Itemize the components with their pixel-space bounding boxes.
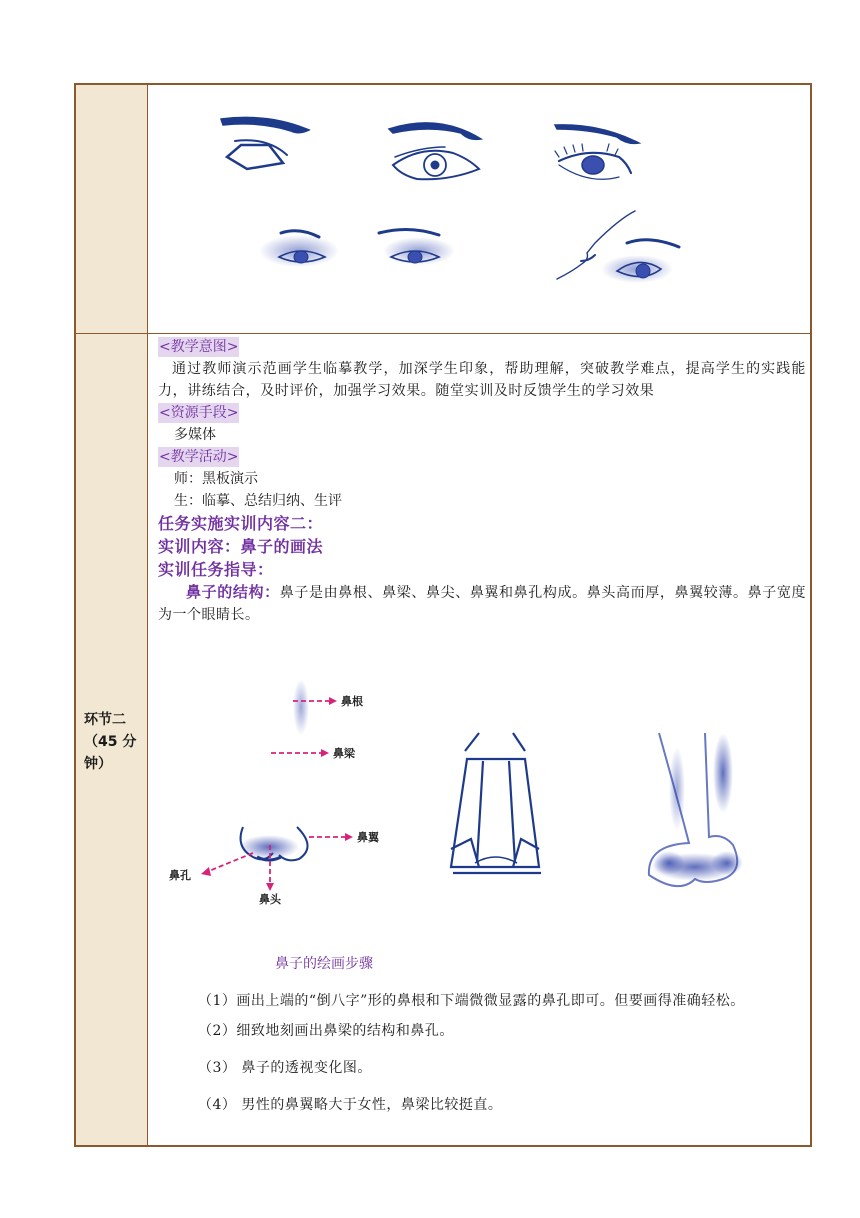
row-label-cell-empty xyxy=(76,85,148,333)
stage-two-row xyxy=(76,334,810,1145)
stage-content xyxy=(158,336,806,626)
label-nostril: 鼻孔 xyxy=(169,869,191,882)
step-4: （4） 男性的鼻翼略大于女性，鼻梁比较挺直。 xyxy=(198,1097,503,1113)
structure-text: 鼻子是由鼻根、鼻梁、鼻尖、鼻翼和鼻孔构成。鼻头高而厚，鼻翼较薄。鼻子宽度为一个眼睛长。 xyxy=(158,585,806,623)
eye-drawings xyxy=(149,85,809,331)
resource-tag: <资源手段> xyxy=(159,405,239,421)
eye-illustrations-cell xyxy=(149,85,810,333)
eyes-row xyxy=(76,85,810,334)
nose-illustrations xyxy=(149,677,809,906)
labeled-nose xyxy=(169,679,380,906)
steps-title: 鼻子的绘画步骤 xyxy=(275,956,373,972)
task-heading: 任务实施实训内容二： xyxy=(158,514,324,533)
intent-tag: <教学意图> xyxy=(159,339,239,355)
resource-text: 多媒体 xyxy=(174,427,216,443)
step-1: （1）画出上端的“倒八字”形的鼻根和下端微微显露的鼻孔即可。但要画得准确轻松。 xyxy=(198,993,745,1009)
stage-label-cell xyxy=(76,334,148,1145)
shaded-nose xyxy=(649,733,743,886)
label-nose-wing: 鼻翼 xyxy=(357,831,379,844)
step-3: （3） 鼻子的透视变化图。 xyxy=(198,1060,372,1076)
stage-label: 环节二（45 分钟） xyxy=(84,712,137,772)
label-nose-tip: 鼻头 xyxy=(259,893,281,906)
structure-title: 鼻子的结构： xyxy=(186,583,280,601)
steps-list xyxy=(158,984,806,1132)
label-nose-bridge: 鼻梁 xyxy=(333,747,355,760)
intent-text: 通过教师演示范画学生临摹教学，加深学生印象，帮助理解，突破教学难点，提高学生的实践能力，讲练结合，及时评价，加强学习效果。随堂实训及时反馈学生的学习效果 xyxy=(158,361,806,399)
structure-paragraph xyxy=(158,581,806,626)
lesson-table xyxy=(74,83,812,1147)
activity-student: 生：临摹、总结归纳、生评 xyxy=(174,493,342,509)
block-nose-sketch xyxy=(451,733,541,873)
activity-tag: <教学活动> xyxy=(159,449,239,465)
activity-teacher: 师：黑板演示 xyxy=(174,471,258,487)
label-nose-root: 鼻根 xyxy=(341,695,363,708)
stage-content-cell xyxy=(149,334,810,1145)
content-heading: 实训内容：鼻子的画法 xyxy=(158,537,324,556)
step-2: （2）细致地刻画出鼻梁的结构和鼻孔。 xyxy=(198,1023,454,1039)
guidance-heading: 实训任务指导： xyxy=(158,560,274,579)
